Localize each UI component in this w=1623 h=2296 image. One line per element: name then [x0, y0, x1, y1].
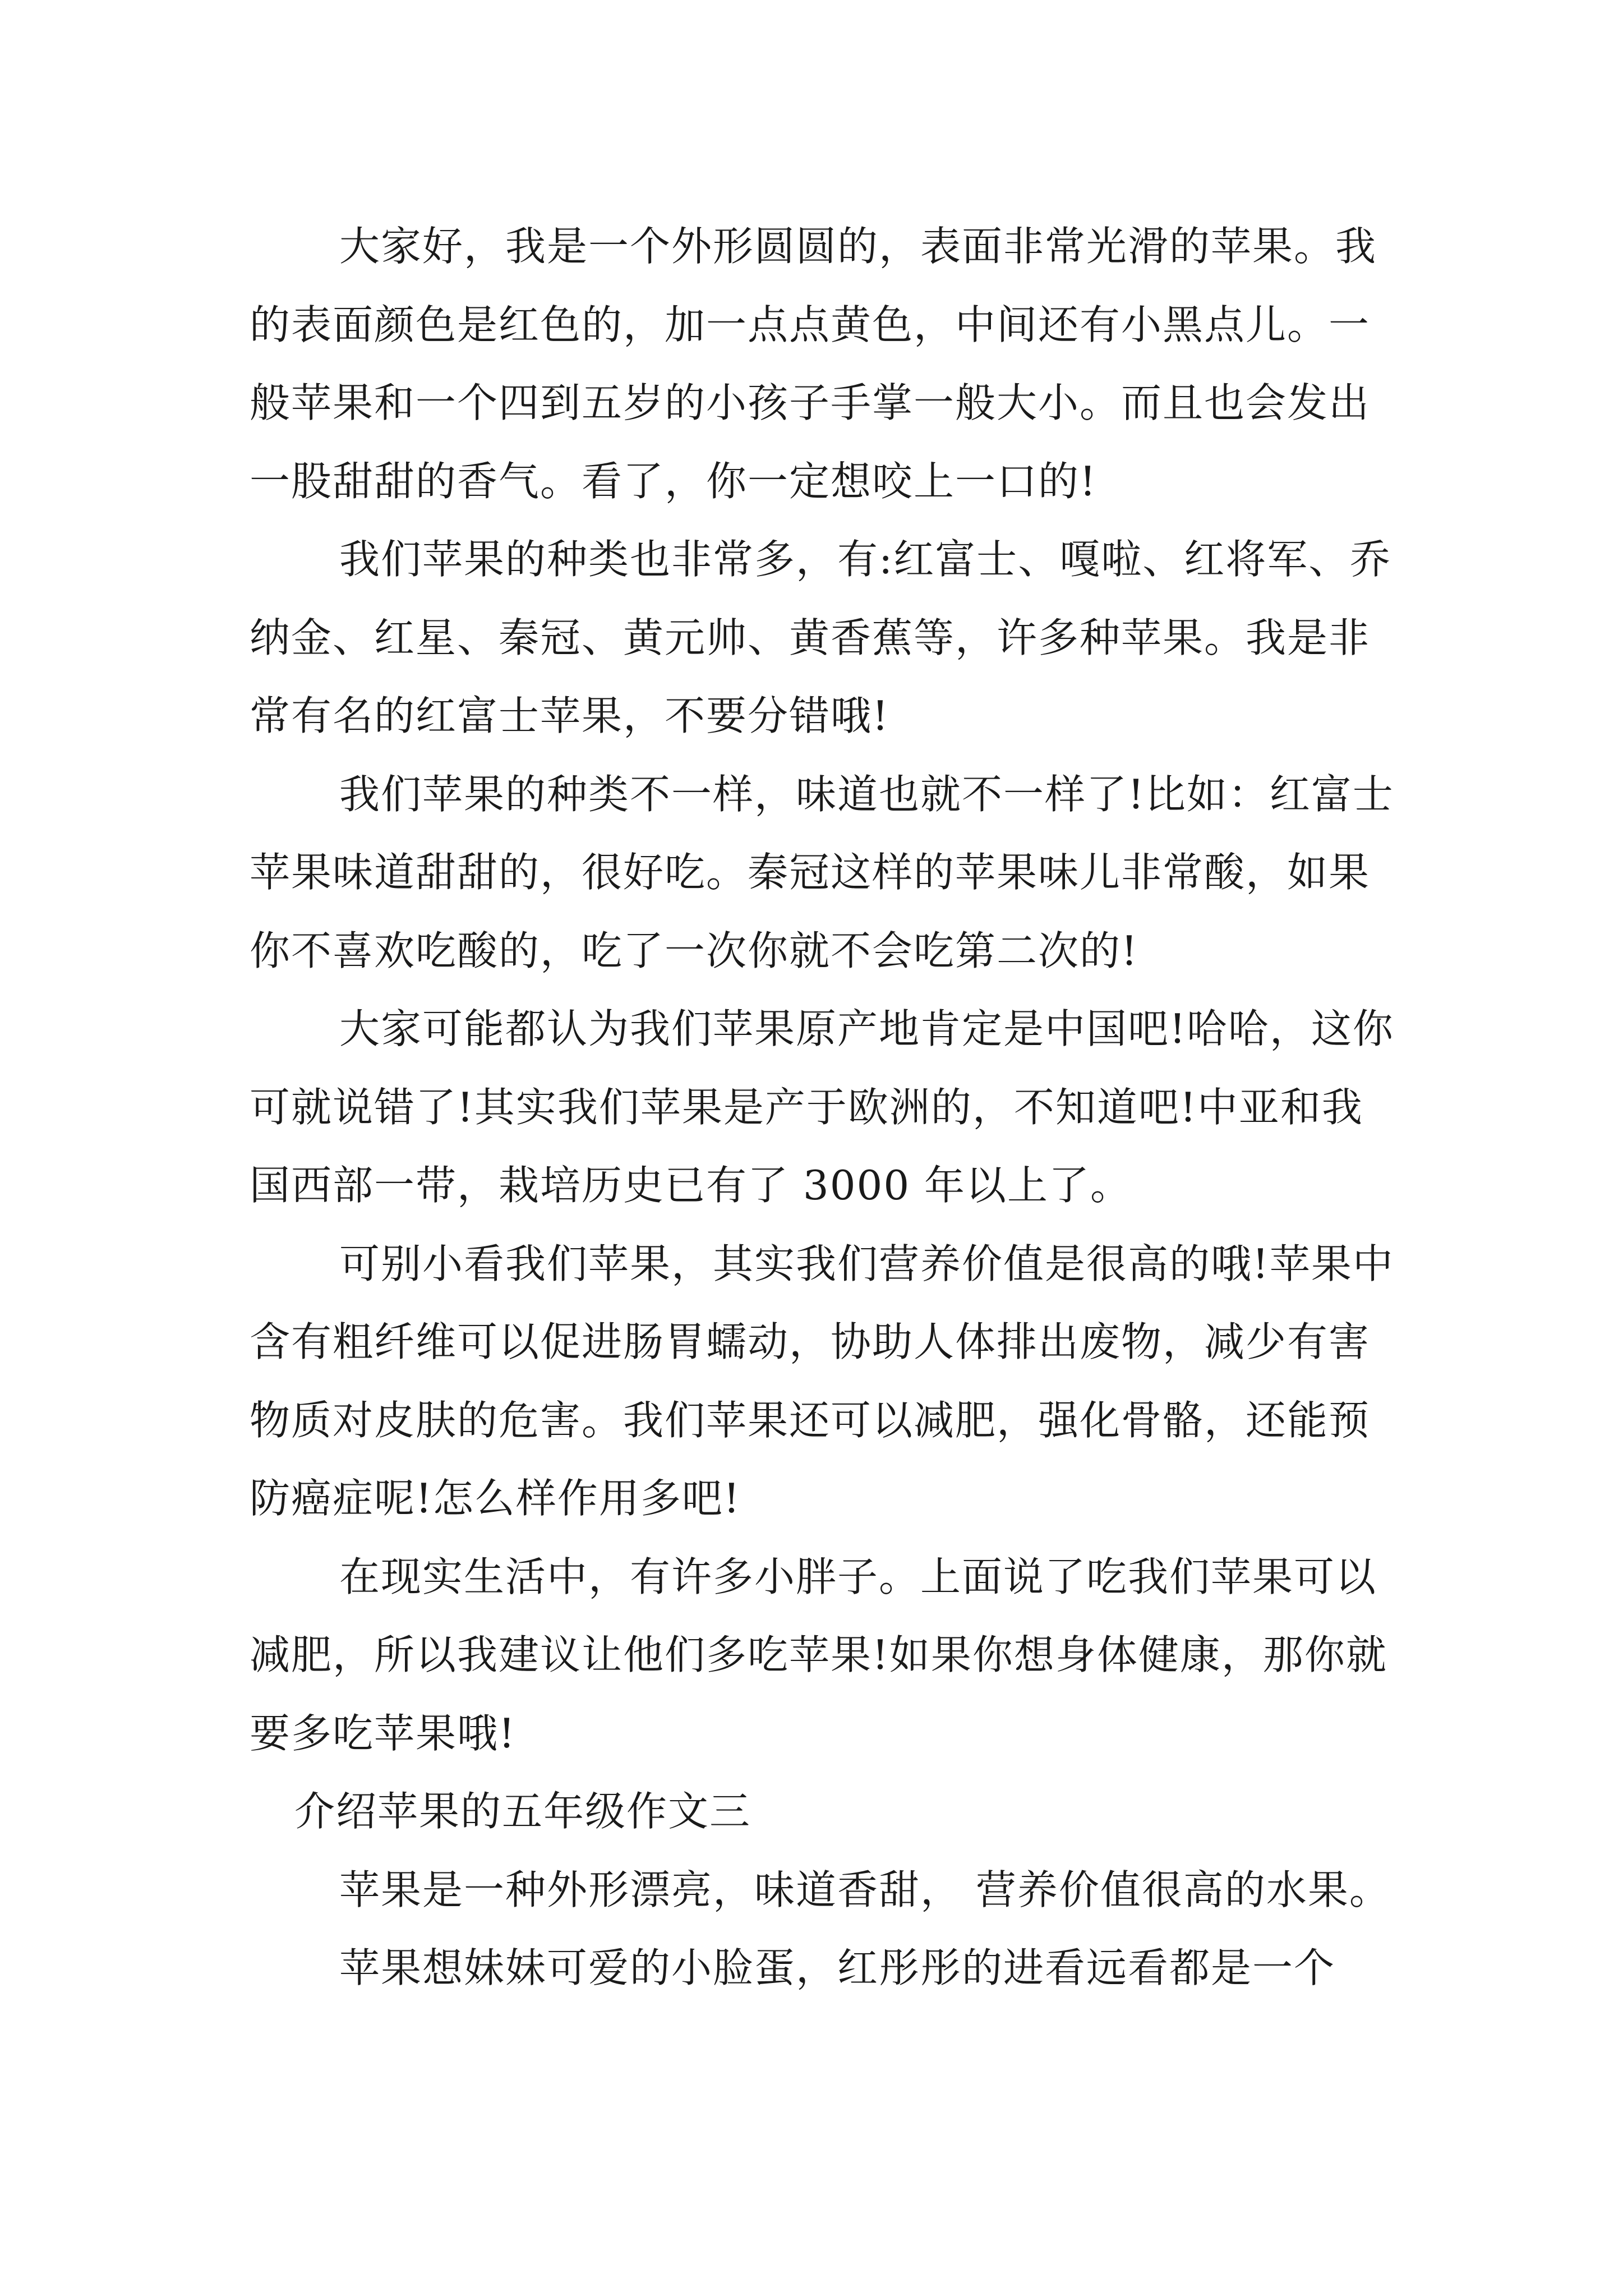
- paragraph-1: 大家好，我是一个外形圆圆的，表面非常光滑的苹果。我的表面颜色是红色的，加一点点黄色，中间还有小黑点儿。一般苹果和一个四到五岁的小孩子手掌一般大小。而且也会发出一股甜甜的香气。看了，你一定想咬上一口的!: [250, 223, 1377, 505]
- section-heading: 介绍苹果的五年级作文三: [294, 1788, 751, 1835]
- document-body: [250, 208, 1396, 2008]
- paragraph-6: 在现实生活中，有许多小胖子。上面说了吃我们苹果可以减肥，所以我建议让他们多吃苹果!如果你想身体健康，那你就要多吃苹果哦!: [250, 1553, 1387, 1757]
- paragraph-7: 苹果是一种外形漂亮，味道香甜， 营养价值很高的水果。: [339, 1866, 1391, 1913]
- paragraph-5: 可别小看我们苹果，其实我们营养价值是很高的哦!苹果中含有粗纤维可以促进肠胃蠕动，协助人体排出废物，减少有害物质对皮肤的危害。我们苹果还可以减肥，强化骨骼，还能预防癌症呢!怎么样作用多吧!: [250, 1240, 1394, 1522]
- paragraph-2: 我们苹果的种类也非常多，有:红富士、嘎啦、红将军、乔纳金、红星、秦冠、黄元帅、黄香蕉等，许多种苹果。我是非常有名的红富士苹果，不要分错哦!: [250, 536, 1392, 739]
- paragraph-4: 大家可能都认为我们苹果原产地肯定是中国吧!哈哈，这你可就说错了!其实我们苹果是产于欧洲的，不知道吧!中亚和我国西部一带，栽培历史已有了 3000 年以上了。: [250, 1005, 1394, 1209]
- paragraph-8: 苹果想妹妹可爱的小脸蛋，红彤彤的进看远看都是一个: [339, 1944, 1336, 1991]
- paragraph-3: 我们苹果的种类不一样，味道也就不一样了!比如：红富士苹果味道甜甜的，很好吃。秦冠这样的苹果味儿非常酸，如果你不喜欢吃酸的，吃了一次你就不会吃第二次的!: [250, 770, 1394, 974]
